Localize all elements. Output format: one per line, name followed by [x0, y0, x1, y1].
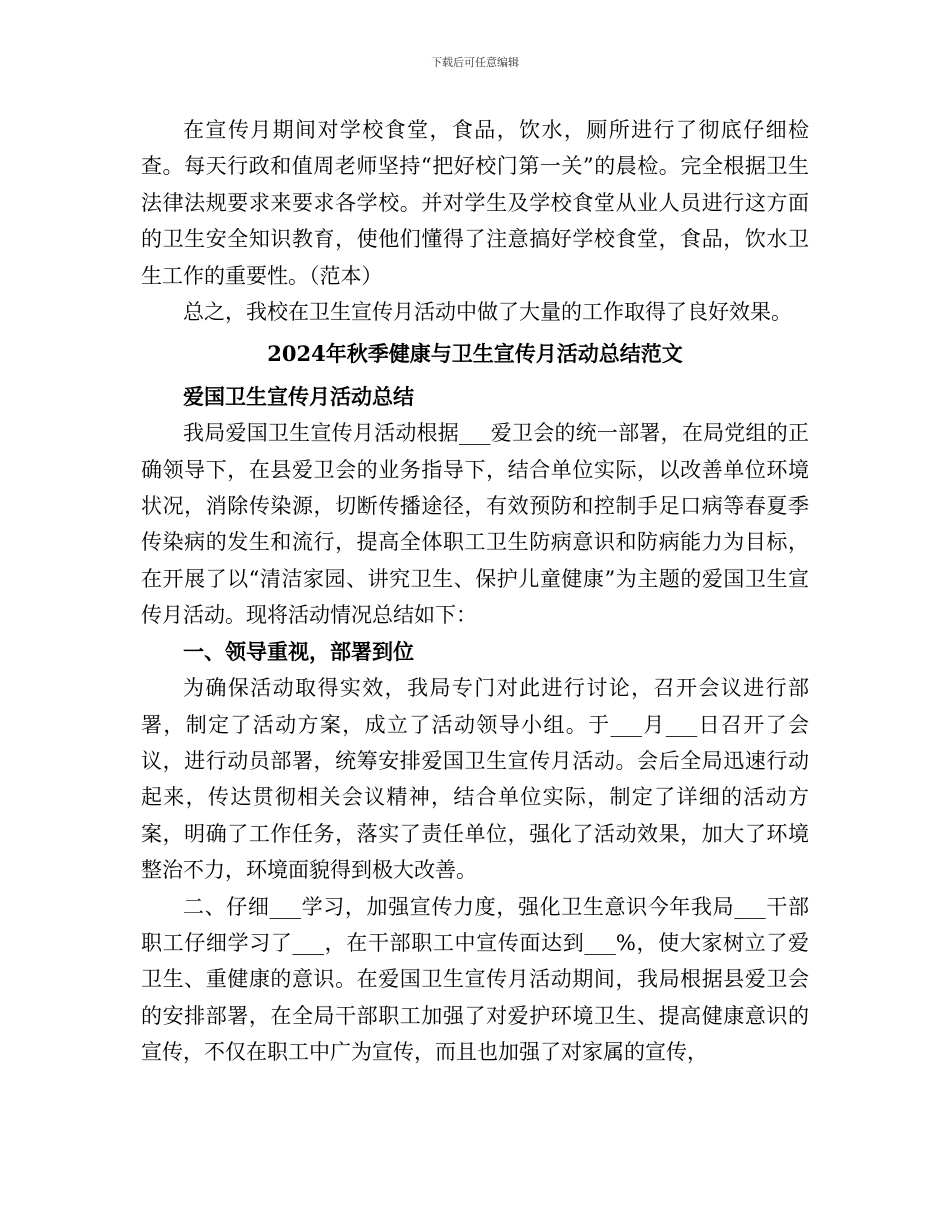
- section-heading-1: 一、领导重视，部署到位: [183, 638, 414, 664]
- page-header: 下载后可任意编辑: [431, 56, 519, 69]
- paragraph-1: 在宣传月期间对学校食堂，食品，饮水，厕所进行了彻底仔细检查。每天行政和值周老师坚持“把好校门第一关”的晨检。完全根据卫生法律法规要求来要求各学校。并对学生及学校食堂从业人员进行这方面的卫生安全知识教育，使他们懂得了注意搞好学校食堂，食品，饮水卫生工作的重要性。（范本）: [141, 118, 809, 288]
- paragraph-4: 为确保活动取得实效，我局专门对此进行讨论，召开会议进行部署，制定了活动方案，成立了活动领导小组。于___月___日召开了会议，进行动员部署，统筹安排爱国卫生宣传月活动。会后全局迅速行动起来，传达贯彻相关会议精神，结合单位实际，制定了详细的活动方案，明确了工作任务，落实了责任单位，强化了活动效果，加大了环境整治不力，环境面貌得到极大改善。: [141, 676, 809, 883]
- document-body: [141, 112, 809, 1071]
- document-title: 2024年秋季健康与卫生宣传月活动总结范文: [267, 341, 683, 367]
- document-subtitle: 爱国卫生宣传月活动总结: [183, 383, 414, 409]
- paragraph-2: 总之，我校在卫生宣传月活动中做了大量的工作取得了良好效果。: [183, 300, 792, 325]
- paragraph-3: 我局爱国卫生宣传月活动根据___爱卫会的统一部署，在局党组的正确领导下，在县爱卫会的业务指导下，结合单位实际，以改善单位环境状况，消除传染源，切断传播途径，有效预防和控制手足口病等春夏季传染病的发生和流行，提高全体职工卫生防病意识和防病能力为目标，在开展了以“清洁家园、讲究卫生、保护儿童健康”为主题的爱国卫生宣传月活动。现将活动情况总结如下：: [141, 421, 809, 628]
- paragraph-5: 二、仔细___学习，加强宣传力度，强化卫生意识今年我局___干部职工仔细学习了___，在干部职工中宣传面达到___%，使大家树立了爱卫生、重健康的意识。在爱国卫生宣传月活动期间，我局根据县爱卫会的安排部署，在全局干部职工加强了对爱护环境卫生、提高健康意识的宣传，不仅在职工中广为宣传，而且也加强了对家属的宣传，: [141, 894, 809, 1065]
